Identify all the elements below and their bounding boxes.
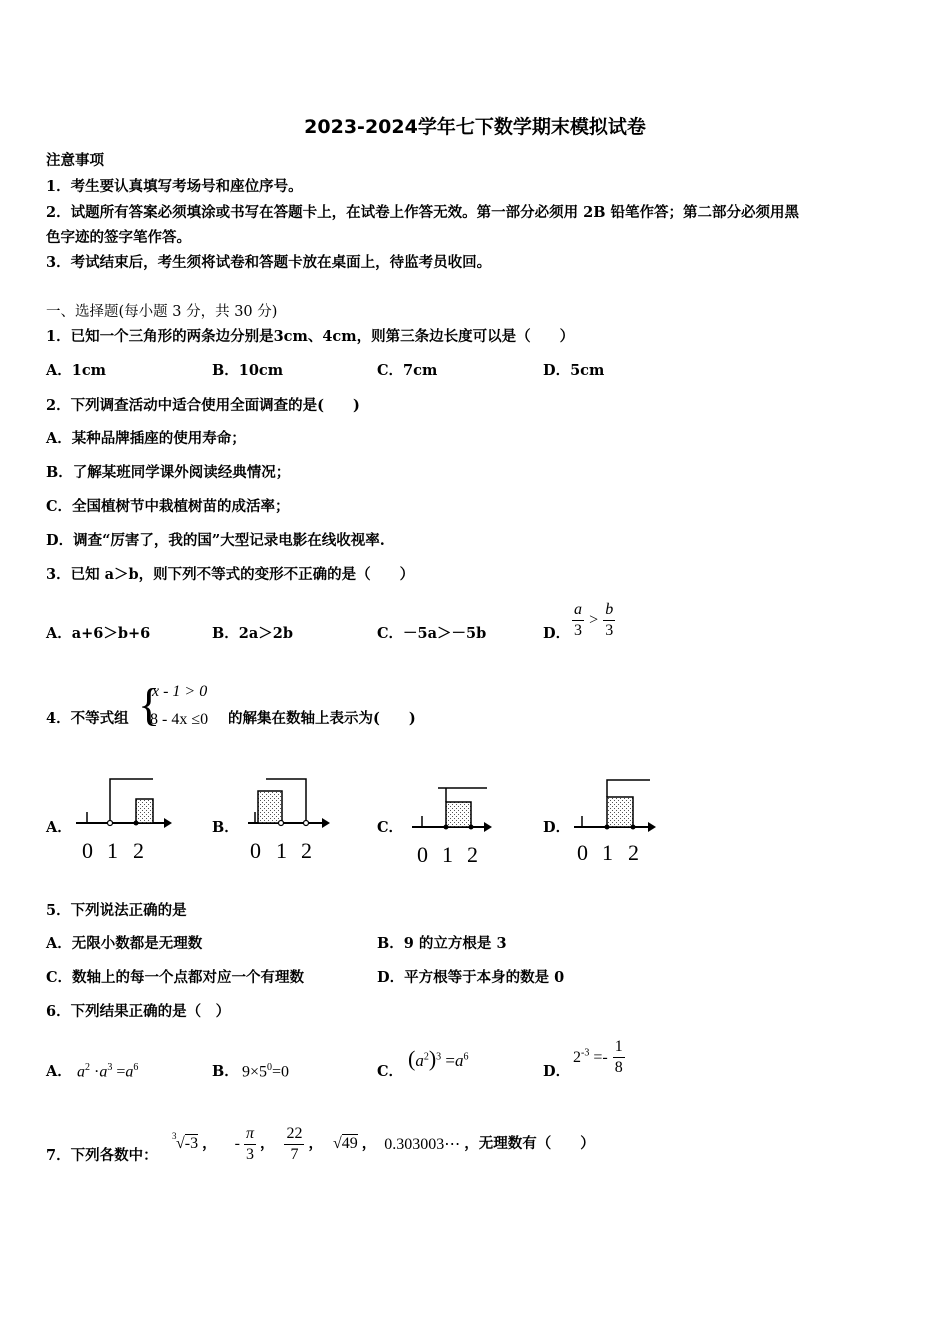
question-7-suffix: ，无理数有（ ） bbox=[464, 1135, 595, 1152]
svg-text:0: 0 bbox=[250, 838, 261, 863]
q4-option-d-number-line bbox=[570, 772, 662, 864]
q6-option-d-label: D． bbox=[543, 1063, 571, 1080]
q3-option-d-expression: $\frac{a}{3}$ > $\frac{b}{3}$ bbox=[574, 601, 614, 639]
svg-text:1: 1 bbox=[442, 842, 453, 867]
notice-item: 2．试题所有答案必须填涂或书写在答题卡上，在试卷上作答无效。第一部分必须用 2B 铅笔作答；第二部分必须用黑 bbox=[46, 204, 800, 221]
svg-text:0: 0 bbox=[82, 838, 93, 863]
q6-option-b-label: B． bbox=[212, 1063, 239, 1080]
section-heading: 一、选择题(每小题 3 分，共 30 分) bbox=[46, 304, 278, 320]
q1-option-d: D．5cm bbox=[543, 362, 605, 379]
svg-text:2: 2 bbox=[467, 842, 478, 867]
left-brace: { bbox=[138, 679, 161, 730]
q4-option-c-number-line bbox=[408, 780, 500, 870]
svg-text:1: 1 bbox=[107, 838, 118, 863]
page-title: 2023-2024学年七下数学期末模拟试卷 bbox=[304, 116, 646, 138]
question-7-prefix: 7．下列各数中： bbox=[46, 1147, 158, 1164]
q6-option-a-expression: $a^2 \cdot a^3 =a^6$ bbox=[77, 1062, 139, 1081]
q4-option-b-label: B． bbox=[212, 819, 239, 836]
svg-text:0: 0 bbox=[577, 840, 588, 864]
q1-option-c: C．7cm bbox=[377, 362, 438, 379]
q1-option-b: B．10cm bbox=[212, 362, 284, 379]
q2-option-c: C．全国植树节中栽植树苗的成活率； bbox=[46, 498, 290, 515]
q6-option-a-label: A． bbox=[46, 1063, 72, 1080]
notice-heading: 注意事项 bbox=[46, 152, 104, 169]
q3-option-c: C．－5a＞－5b bbox=[377, 625, 487, 642]
square-root: √49 bbox=[332, 1135, 358, 1152]
q1-option-a: A．1cm bbox=[46, 362, 107, 379]
q2-option-a: A．某种品牌插座的使用寿命； bbox=[46, 430, 246, 447]
question-4-suffix: 的解集在数轴上表示为( ) bbox=[228, 710, 416, 727]
svg-text:2: 2 bbox=[301, 838, 312, 863]
question-4-prefix: 4．不等式组 bbox=[46, 710, 129, 727]
q5-option-d: D．平方根等于本身的数是 0 bbox=[377, 969, 565, 986]
q2-option-d: D．调查“厉害了，我的国”大型记录电影在线收视率. bbox=[46, 532, 385, 549]
q4-option-d-label: D． bbox=[543, 819, 571, 836]
svg-text:2: 2 bbox=[628, 840, 639, 864]
cube-root: 3 √-3 bbox=[172, 1131, 199, 1152]
notice-item: 3．考试结束后，考生须将试卷和答题卡放在桌面上，待监考员收回。 bbox=[46, 254, 492, 271]
q6-option-c-label: C． bbox=[377, 1063, 404, 1080]
svg-text:0: 0 bbox=[417, 842, 428, 867]
q4-option-a-number-line bbox=[72, 772, 172, 864]
svg-text:1: 1 bbox=[602, 840, 613, 864]
svg-text:2: 2 bbox=[133, 838, 144, 863]
question-2-stem: 2．下列调查活动中适合使用全面调查的是( ) bbox=[46, 397, 360, 414]
q2-option-b: B．了解某班同学课外阅读经典情况； bbox=[46, 464, 291, 481]
notice-item: 1．考生要认真填写考场号和座位序号。 bbox=[46, 178, 303, 195]
svg-text:1: 1 bbox=[276, 838, 287, 863]
q5-option-c: C．数轴上的每一个点都对应一个有理数 bbox=[46, 969, 305, 986]
question-1-stem: 1．已知一个三角形的两条边分别是3cm、4cm，则第三条边长度可以是（ ） bbox=[46, 328, 575, 345]
q3-option-b: B．2a＞2b bbox=[212, 625, 293, 642]
question-6-stem: 6．下列结果正确的是（ ） bbox=[46, 1003, 231, 1020]
q4-option-a-label: A． bbox=[46, 819, 72, 836]
question-3-stem: 3．已知 a＞b，则下列不等式的变形不正确的是（ ） bbox=[46, 566, 415, 583]
q4-option-c-label: C． bbox=[377, 819, 404, 836]
q3-option-d: D． bbox=[543, 625, 571, 642]
q6-option-b-expression: $9\times 5^0=0$ bbox=[242, 1062, 290, 1081]
q5-option-b: B．9 的立方根是 3 bbox=[377, 935, 507, 952]
q6-option-d-expression: $2^{-3}$ =- $\frac{1}{8}$ bbox=[573, 1038, 623, 1076]
q5-option-a: A．无限小数都是无理数 bbox=[46, 935, 203, 952]
q4-option-b-number-line bbox=[244, 772, 336, 864]
q6-option-c-expression: $(a^2)^3 =a^6$ bbox=[408, 1046, 469, 1071]
question-5-stem: 5．下列说法正确的是 bbox=[46, 902, 187, 919]
notice-item: 色字迹的签字笔作答。 bbox=[46, 229, 191, 246]
q3-option-a: A．a+6＞b+6 bbox=[46, 625, 151, 642]
q7-number-list: 3 √-3 ， - $\frac{\pi}{3}$ ， $\frac{22}{7}$ ， √49 ， 0.303003⋯ ，无理数有（ ） bbox=[172, 1124, 595, 1163]
